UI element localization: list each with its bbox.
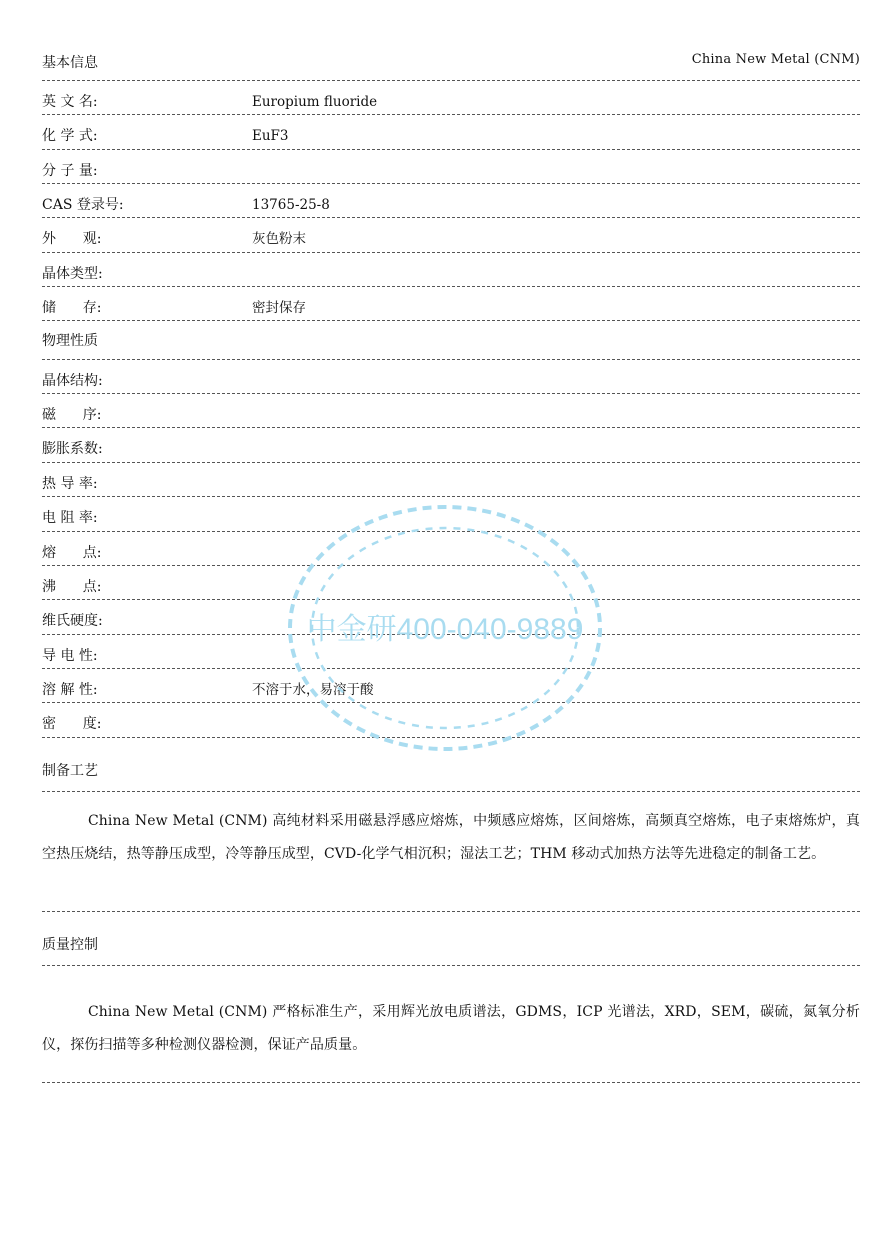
section-title-quality: 质量控制 xyxy=(42,937,98,953)
section-title-process: 制备工艺 xyxy=(42,763,98,779)
divider xyxy=(42,114,860,115)
divider xyxy=(42,286,860,287)
property-row-magnetic-order xyxy=(42,405,860,425)
divider xyxy=(42,80,860,81)
info-row-molecular-weight xyxy=(42,161,860,181)
divider xyxy=(42,531,860,532)
row-label: 热 导 率: xyxy=(42,476,98,492)
row-label: 电 阻 率: xyxy=(42,510,98,526)
divider xyxy=(42,634,860,635)
info-row-crystal-type xyxy=(42,264,860,284)
document-page xyxy=(42,0,860,1258)
divider xyxy=(42,1082,860,1083)
row-value: EuF3 xyxy=(252,128,289,144)
row-value: 13765-25-8 xyxy=(252,197,330,213)
row-label: CAS 登录号: xyxy=(42,197,124,213)
quality-paragraph: China New Metal (CNM) 严格标准生产，采用辉光放电质谱法，GDMS，ICP 光谱法，XRD，SEM，碳硫，氮氧分析仪，探伤扫描等多种检测仪器检测，保证产品质量。 xyxy=(42,1004,860,1053)
watermark-text: 中金研400-040-9889 xyxy=(306,613,584,646)
property-row-solubility xyxy=(42,680,860,700)
divider xyxy=(42,393,860,394)
row-label: 沸 点: xyxy=(42,579,102,595)
divider xyxy=(42,702,860,703)
divider xyxy=(42,427,860,428)
divider xyxy=(42,791,860,792)
property-row-conductivity xyxy=(42,646,860,666)
row-value: Europium fluoride xyxy=(252,94,378,110)
divider xyxy=(42,599,860,600)
property-row-vickers-hardness xyxy=(42,611,860,631)
row-value: 密封保存 xyxy=(252,300,306,316)
row-label: 分 子 量: xyxy=(42,163,98,179)
divider xyxy=(42,149,860,150)
company-name: China New Metal (CNM) xyxy=(691,52,860,67)
property-row-crystal-structure xyxy=(42,371,860,391)
property-row-melting-point xyxy=(42,543,860,563)
row-label: 储 存: xyxy=(42,300,102,316)
divider xyxy=(42,252,860,253)
divider xyxy=(42,320,860,321)
row-label: 导 电 性: xyxy=(42,648,98,664)
row-label: 英 文 名: xyxy=(42,94,98,110)
row-label: 膨胀系数: xyxy=(42,441,103,457)
divider xyxy=(42,217,860,218)
divider xyxy=(42,668,860,669)
row-value: 灰色粉末 xyxy=(252,231,306,247)
divider xyxy=(42,737,860,738)
section-heading-basic-info: 基本信息 xyxy=(42,55,98,71)
info-row-storage xyxy=(42,298,860,318)
divider xyxy=(42,911,860,912)
info-row-formula xyxy=(42,126,860,146)
info-row-appearance xyxy=(42,229,860,249)
row-label: 磁 序: xyxy=(42,407,102,423)
row-label: 维氏硬度: xyxy=(42,613,103,629)
info-row-english-name xyxy=(42,92,860,112)
divider xyxy=(42,462,860,463)
divider xyxy=(42,359,860,360)
divider xyxy=(42,565,860,566)
row-label: 晶体结构: xyxy=(42,373,103,389)
divider xyxy=(42,496,860,497)
info-row-cas-number xyxy=(42,195,860,215)
divider xyxy=(42,183,860,184)
property-row-thermal-conductivity xyxy=(42,474,860,494)
row-label: 溶 解 性: xyxy=(42,682,98,698)
row-label: 熔 点: xyxy=(42,545,102,561)
property-row-expansion xyxy=(42,439,860,459)
property-row-boiling-point xyxy=(42,577,860,597)
property-row-resistivity xyxy=(42,508,860,528)
property-row-density xyxy=(42,714,860,734)
row-label: 化 学 式: xyxy=(42,128,98,144)
section-title-physical: 物理性质 xyxy=(42,333,98,349)
divider xyxy=(42,965,860,966)
row-label: 晶体类型: xyxy=(42,266,103,282)
process-paragraph: China New Metal (CNM) 高纯材料采用磁悬浮感应熔炼，中频感应熔炼，区间熔炼，高频真空熔炼，电子束熔炼炉，真空热压烧结，热等静压成型，冷等静压成型，CVD-化学气相沉积；湿法工艺；THM 移动式加热方法等先进稳定的制备工艺。 xyxy=(42,813,860,862)
row-label: 外 观: xyxy=(42,231,102,247)
row-label: 密 度: xyxy=(42,716,102,732)
row-value: 不溶于水，易溶于酸 xyxy=(252,682,374,698)
